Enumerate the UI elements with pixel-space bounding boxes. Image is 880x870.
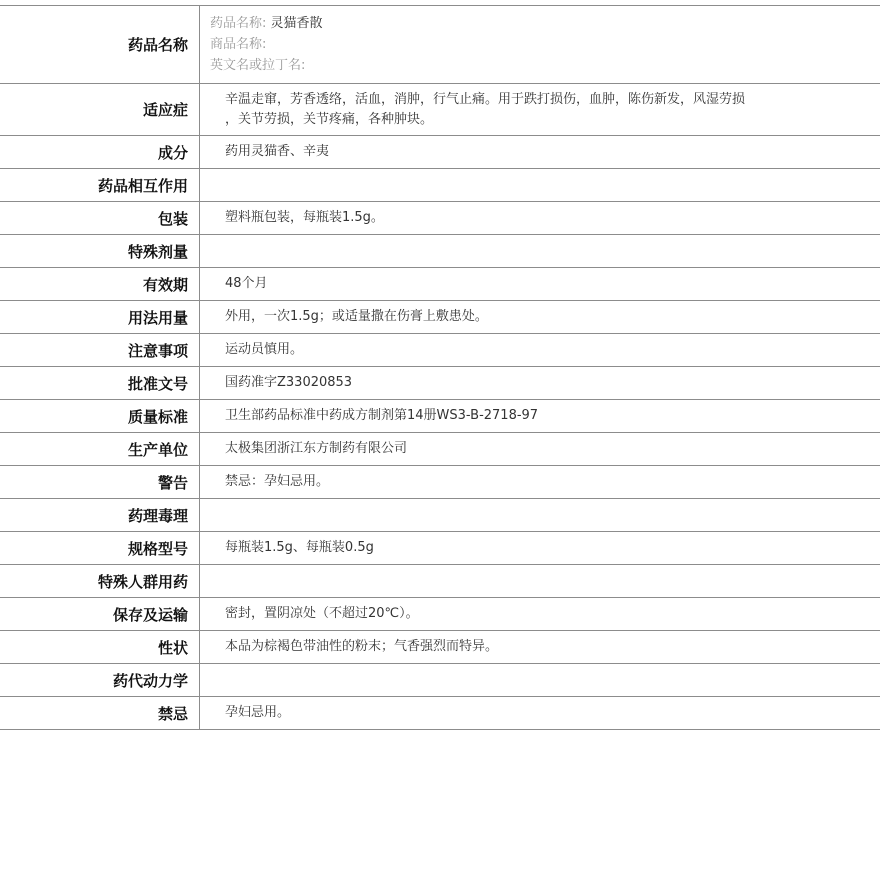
row-value — [200, 235, 880, 267]
row-packaging — [0, 202, 880, 235]
english-name-line: 英文名或拉丁名: — [210, 58, 306, 73]
row-value: 孕妇忌用。 — [225, 705, 291, 720]
row-label: 批准文号 — [0, 367, 200, 399]
row-label: 警告 — [0, 466, 200, 498]
row-ingredients — [0, 136, 880, 169]
row-value — [200, 664, 880, 696]
row-manufacturer — [0, 433, 880, 466]
indications-line-1: 辛温走窜，芳香透络，活血，消肿，行气止痛。用于跌打损伤，血肿，陈伤新发，风湿劳损 — [225, 91, 746, 107]
row-value: 本品为棕褐色带油性的粉末；气香强烈而特异。 — [225, 639, 499, 654]
row-label: 性状 — [0, 631, 200, 663]
row-value: 密封，置阴凉处（不超过20℃）。 — [225, 606, 419, 621]
row-value: 48个月 — [225, 276, 268, 291]
row-label: 特殊人群用药 — [0, 565, 200, 597]
row-value: 太极集团浙江东方制药有限公司 — [225, 441, 408, 456]
row-warning — [0, 466, 880, 499]
row-storage-transport — [0, 598, 880, 631]
row-label: 适应症 — [0, 84, 200, 135]
drug-name-value: 灵猫香散 — [270, 16, 323, 31]
row-label: 成分 — [0, 136, 200, 168]
trade-name-line: 商品名称: — [210, 37, 267, 52]
row-special-populations — [0, 565, 880, 598]
row-label: 包装 — [0, 202, 200, 234]
row-value: 药用灵猫香、辛夷 — [225, 144, 330, 159]
row-label: 特殊剂量 — [0, 235, 200, 267]
drug-name-line — [210, 13, 323, 34]
row-contraindications — [0, 697, 880, 730]
row-value: 卫生部药品标准中药成方制剂第14册WS3-B-2718-97 — [225, 408, 539, 423]
row-specification — [0, 532, 880, 565]
drug-name-prefix: 药品名称: — [210, 16, 267, 31]
row-pharmacokinetics — [0, 664, 880, 697]
row-shelf-life — [0, 268, 880, 301]
row-label: 生产单位 — [0, 433, 200, 465]
drug-name-block — [200, 6, 880, 83]
row-value: 每瓶装1.5g、每瓶装0.5g — [225, 540, 374, 555]
row-label: 保存及运输 — [0, 598, 200, 630]
row-description — [0, 631, 880, 664]
row-indications — [0, 84, 880, 136]
row-label: 用法用量 — [0, 301, 200, 333]
row-value: 运动员慎用。 — [225, 342, 304, 357]
row-special-dosage — [0, 235, 880, 268]
row-value — [200, 499, 880, 531]
row-label: 质量标准 — [0, 400, 200, 432]
indications-line-2: ，关节劳损，关节疼痛，各种肿块。 — [225, 111, 434, 127]
row-value: 塑料瓶包装，每瓶装1.5g。 — [225, 210, 384, 225]
row-value — [200, 169, 880, 201]
row-pharmacology-toxicology — [0, 499, 880, 532]
row-value: 禁忌：孕妇忌用。 — [225, 474, 330, 489]
row-label: 药理毒理 — [0, 499, 200, 531]
row-label: 药代动力学 — [0, 664, 200, 696]
row-label: 注意事项 — [0, 334, 200, 366]
row-label: 药品相互作用 — [0, 169, 200, 201]
row-value — [200, 565, 880, 597]
row-usage-dosage — [0, 301, 880, 334]
row-precautions — [0, 334, 880, 367]
drug-info-table — [0, 5, 880, 730]
row-label: 规格型号 — [0, 532, 200, 564]
row-label: 药品名称 — [0, 6, 200, 83]
row-label: 禁忌 — [0, 697, 200, 729]
row-drug-name — [0, 6, 880, 84]
row-approval-number — [0, 367, 880, 400]
row-quality-standard — [0, 400, 880, 433]
row-drug-interactions — [0, 169, 880, 202]
row-value: 外用，一次1.5g；或适量撒在伤膏上敷患处。 — [225, 309, 488, 324]
row-label: 有效期 — [0, 268, 200, 300]
row-value: 国药准字Z33020853 — [225, 375, 353, 390]
row-value — [200, 84, 880, 135]
